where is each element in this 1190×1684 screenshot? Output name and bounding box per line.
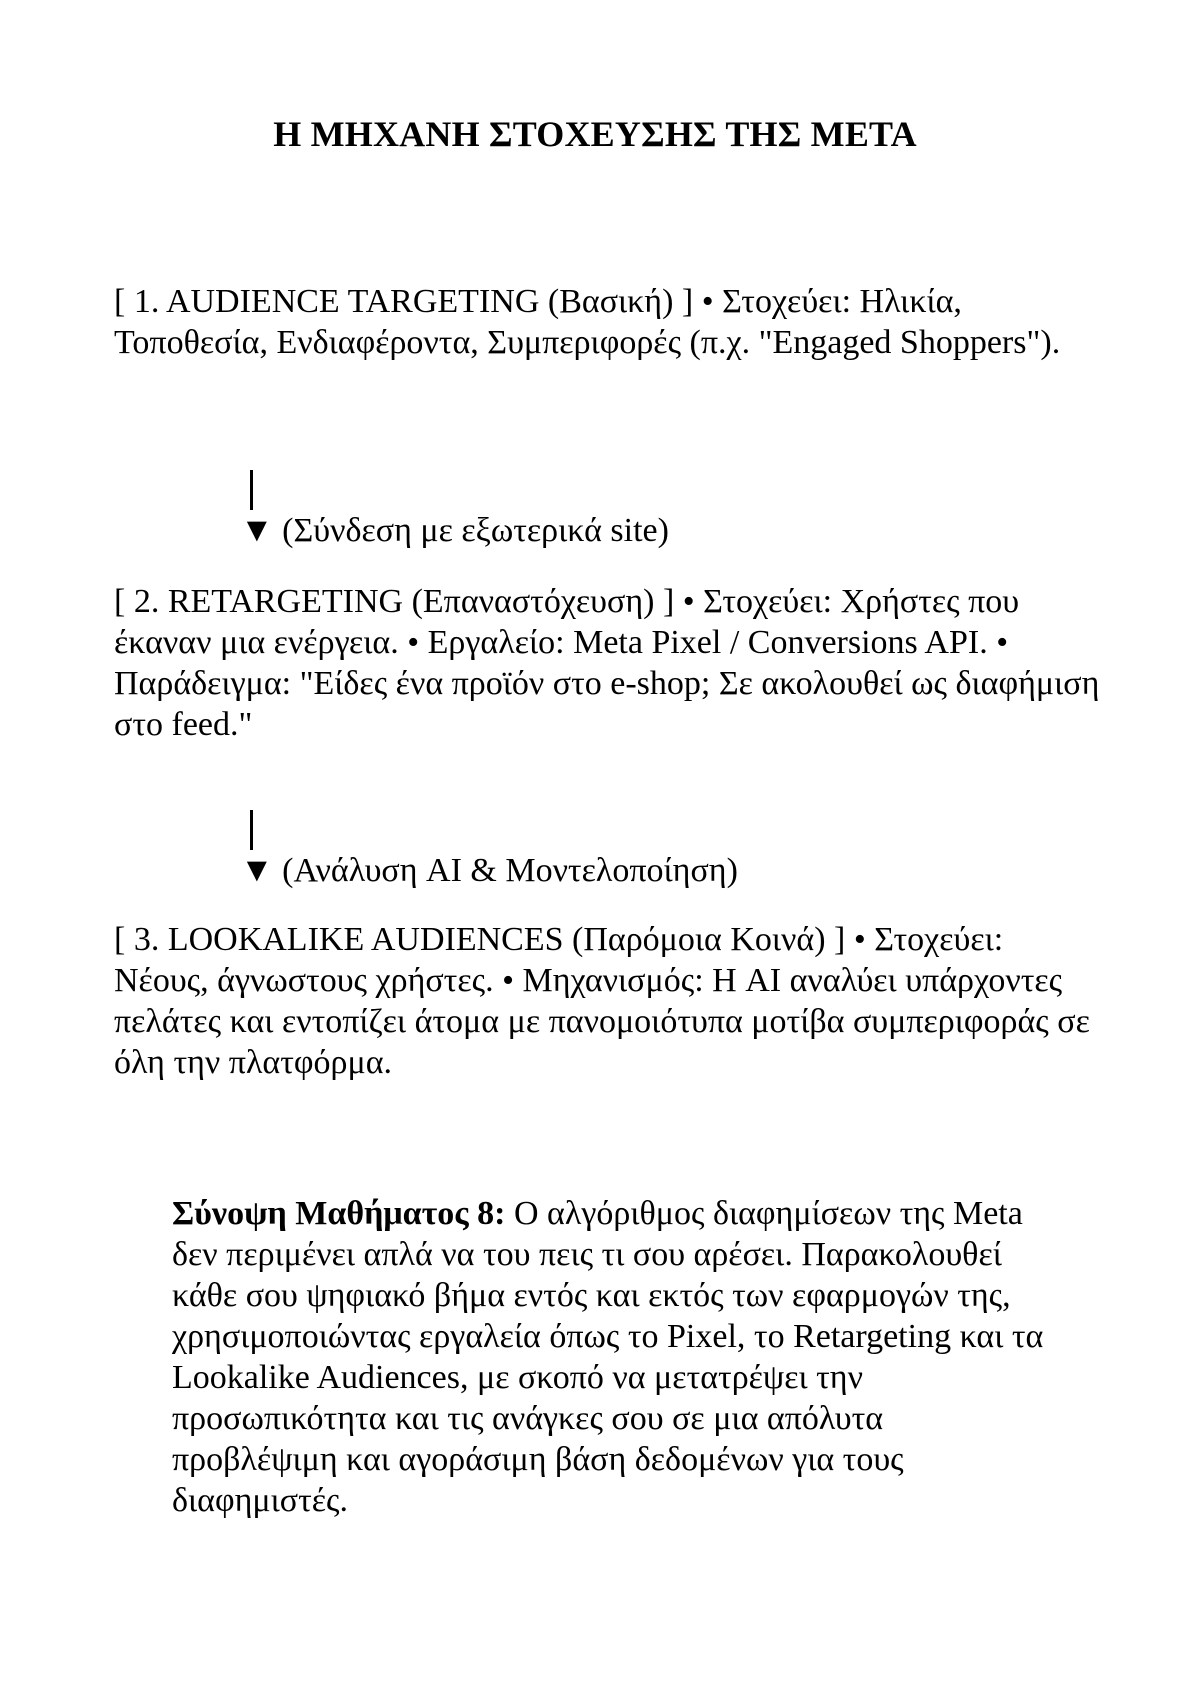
down-arrow-icon: ▼ <box>240 512 274 549</box>
section-lookalike-audiences: [ 3. LOOKALIKE AUDIENCES (Παρόμοια Κοινά) ] • Στοχεύει: Νέους, άγνωστους χρήστες. • Μηχανισμός: Η AI αναλύει υπάρχοντες πελάτες και εντοπίζει άτομα με πανομοιότυπα μοτίβα συμπεριφοράς σε όλη την πλατφόρμα. <box>114 921 1090 1081</box>
summary-body: Ο αλγόριθμος διαφημίσεων της Meta δεν περιμένει απλά να του πεις τι σου αρέσει. Παρακολουθεί κάθε σου ψηφιακό βήμα εντός και εκτός των εφαρμογών της, χρησιμοποιώντας εργαλεία όπως το Pixel, το Retargeting και τα Lookalike Audiences, με σκοπό να μετατρέψει την προσωπικότητα και τις ανάγκες σου σε μια απόλυτα προβλέψιμη και αγοράσιμη βάση δεδομένων για τους διαφημιστές. <box>172 1195 1044 1519</box>
connector-arrow-label <box>240 850 738 891</box>
down-arrow-icon: ▼ <box>240 852 274 889</box>
summary-heading: Σύνοψη Μαθήματος 8: <box>172 1195 506 1232</box>
section-retargeting: [ 2. RETARGETING (Επαναστόχευση) ] • Στοχεύει: Χρήστες που έκαναν μια ενέργεια. • Εργαλείο: Meta Pixel / Conversions API. • Παράδειγμα: "Είδες ένα προϊόν στο e-shop; Σε ακολουθεί ως διαφήμιση στο feed." <box>114 583 1100 743</box>
section-audience-targeting: [ 1. AUDIENCE TARGETING (Βασική) ] • Στοχεύει: Ηλικία, Τοποθεσία, Ενδιαφέροντα, Συμπεριφορές (π.χ. "Engaged Shoppers"). <box>114 283 1061 361</box>
connector-label: (Ανάλυση AI & Μοντελοποίηση) <box>282 852 738 889</box>
connector-line <box>250 470 253 510</box>
connector-arrow-label <box>240 510 669 551</box>
page-title: Η ΜΗΧΑΝΗ ΣΤΟΧΕΥΣΗΣ ΤΗΣ META <box>273 114 917 154</box>
connector-line <box>250 810 253 850</box>
lesson-summary <box>172 1193 1052 1521</box>
connector-label: (Σύνδεση με εξωτερικά site) <box>282 512 669 549</box>
